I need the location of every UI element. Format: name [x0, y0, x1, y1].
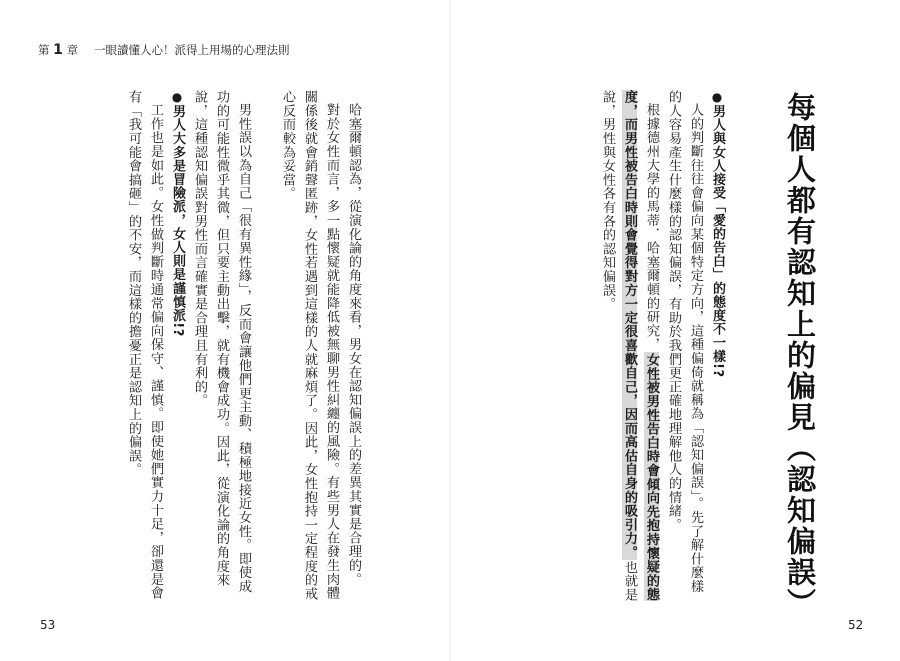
running-header	[38, 42, 290, 58]
page-number-left: 53	[40, 618, 56, 632]
left-subheading: ● 男人大多是冒險派，女人則是謹慎派!?	[166, 90, 188, 605]
left-paragraph-1: 哈塞爾頓認為，從演化論的角度來看，男女在認知偏誤上的差異其實是合理的。	[346, 103, 361, 587]
section-title: 每個人都有認知上的偏見（認知偏誤）	[783, 92, 817, 619]
page-number-right: 52	[848, 618, 864, 632]
chapter-label: 第 1 章	[38, 42, 79, 58]
left-paragraph-3: 男性誤以為自己「很有異性緣」，反而會讓他們更主動、積極地接近女性。即使成功的可能性微乎其微，但只要主動出擊，就有機會成功。因此，從演化論的角度來說，這種認知偏誤對男性而言確實是合理且有利的。	[192, 90, 251, 594]
right-subheading: ● 男人與女人接受「愛的告白」的態度不一樣!?	[706, 90, 728, 605]
chapter-title: 一眼讀懂人心！派得上用場的心理法則	[94, 43, 290, 57]
left-paragraph-2: 對於女性而言，多一點懷疑就能降低被無聊男性糾纏的風險。有些男人在發生肉體關係後就會銷聲匿跡，女性若遇到這樣的人就麻煩了。因此，女性抱持一定程度的戒心反而較為妥當。	[280, 90, 339, 601]
left-page-text	[62, 90, 364, 605]
right-paragraph-2: 根據德州大學的馬蒂．哈塞爾頓的研究，女性被男性告白時會傾向先抱持懷疑的態度，而男性被告白時則會覺得對方一定很喜歡自己，因而高估自身的吸引力。也就是說，男性與女性各有各的認知偏誤。	[600, 90, 659, 602]
page-gutter	[449, 0, 451, 661]
right-paragraph-1: 人的判斷往往會偏向某個特定方向，這種偏倚就稱為「認知偏誤」。先了解什麼樣的人容易產生什麼樣的認知偏誤，有助於我們更正確地理解他人的情緒。	[666, 90, 703, 594]
highlighted-finding: 女性被男性告白時會傾向先抱持懷疑的態度，而男性被告白時則會覺得對方一定很喜歡自己，因而高估自身的吸引力。	[622, 90, 659, 601]
right-page-text	[550, 90, 728, 605]
left-paragraph-4: 工作也是如此。女性做判斷時通常偏向保守、謹慎。即使她們實力十足，卻還是會有「我可能會搞砸」的不安，而這樣的擔憂正是認知上的偏誤。	[126, 90, 163, 600]
